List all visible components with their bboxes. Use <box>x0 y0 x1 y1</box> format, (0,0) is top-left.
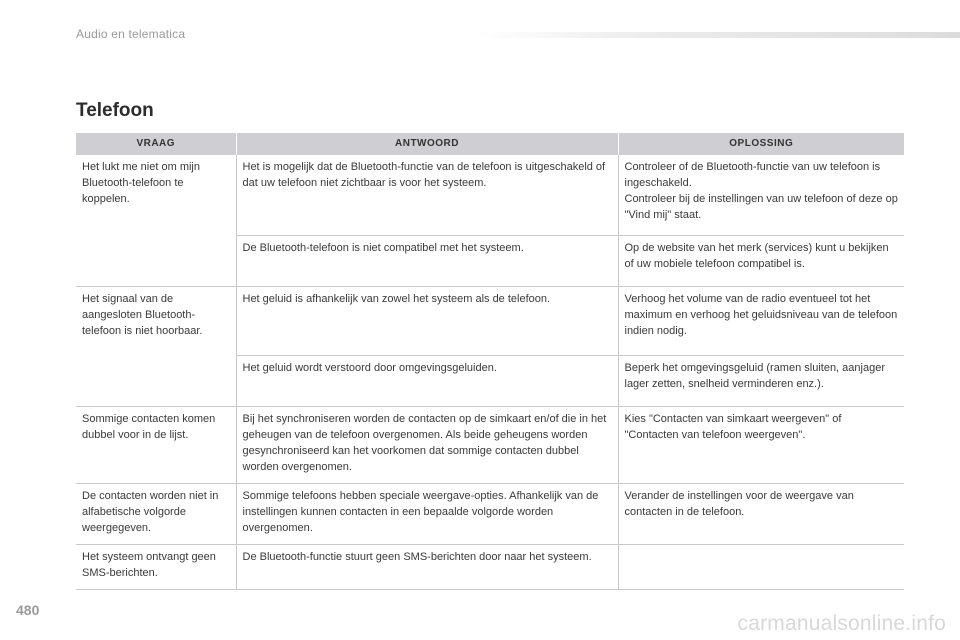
table-header-row <box>76 133 904 155</box>
table-row <box>76 155 904 236</box>
solution-cell: Beperk het omgevingsgeluid (ramen sluiten, aanjager lager zetten, snelheid verminderen enz.). <box>618 356 904 407</box>
table-row <box>76 287 904 356</box>
solution-cell: Op de website van het merk (services) kunt u bekijken of uw mobiele telefoon compatibel is. <box>618 236 904 287</box>
page-title: Telefoon <box>76 100 154 121</box>
question-cell: Het signaal van de aangesloten Bluetooth-telefoon is niet hoorbaar. <box>76 287 236 407</box>
answer-cell: Bij het synchroniseren worden de contacten op de simkaart en/of die in het geheugen van de telefoon overgenomen. Als beide geheugens worden gesynchroniseerd kan het voorkomen dat sommige contacten dubbel worden overgenomen. <box>236 407 618 484</box>
solution-cell: Verander de instellingen voor de weergave van contacten in de telefoon. <box>618 484 904 545</box>
answer-cell: Het is mogelijk dat de Bluetooth-functie van de telefoon is uitgeschakeld of dat uw telefoon niet zichtbaar is voor het systeem. <box>236 155 618 236</box>
solution-line: Controleer of de Bluetooth-functie van uw telefoon is ingeschakeld. Controleer bij de instellingen van uw telefoon of deze op "Vind mij" staat. <box>624 161 898 221</box>
answer-cell: Sommige telefoons hebben speciale weergave-opties. Afhankelijk van de instellingen kunnen contacten in een bepaalde volgorde worden overgenomen. <box>236 484 618 545</box>
table-row <box>76 407 904 484</box>
solution-cell <box>618 155 904 236</box>
header-divider-bar <box>478 32 960 38</box>
question-cell: Het systeem ontvangt geen SMS-berichten. <box>76 545 236 590</box>
solution-cell <box>618 545 904 590</box>
question-cell: Sommige contacten komen dubbel voor in de lijst. <box>76 407 236 484</box>
column-header-oplossing: OPLOSSING <box>618 133 904 155</box>
section-header: Audio en telematica <box>76 27 186 41</box>
column-header-vraag: VRAAG <box>76 133 236 155</box>
watermark-text: carmanualsonline.info <box>737 612 946 635</box>
solution-cell: Verhoog het volume van de radio eventueel tot het maximum en verhoog het geluidsniveau van de telefoon indien nodig. <box>618 287 904 356</box>
table-row <box>76 484 904 545</box>
answer-cell: De Bluetooth-functie stuurt geen SMS-berichten door naar het systeem. <box>236 545 618 590</box>
solution-cell: Kies "Contacten van simkaart weergeven" of "Contacten van telefoon weergeven". <box>618 407 904 484</box>
table-row <box>76 545 904 590</box>
answer-cell: Het geluid is afhankelijk van zowel het systeem als de telefoon. <box>236 287 618 356</box>
question-cell: Het lukt me niet om mijn Bluetooth-telefoon te koppelen. <box>76 155 236 287</box>
answer-cell: Het geluid wordt verstoord door omgevingsgeluiden. <box>236 356 618 407</box>
question-cell: De contacten worden niet in alfabetische volgorde weergegeven. <box>76 484 236 545</box>
page-number: 480 <box>16 602 40 618</box>
troubleshooting-table <box>76 133 904 590</box>
answer-cell: De Bluetooth-telefoon is niet compatibel met het systeem. <box>236 236 618 287</box>
column-header-antwoord: ANTWOORD <box>236 133 618 155</box>
